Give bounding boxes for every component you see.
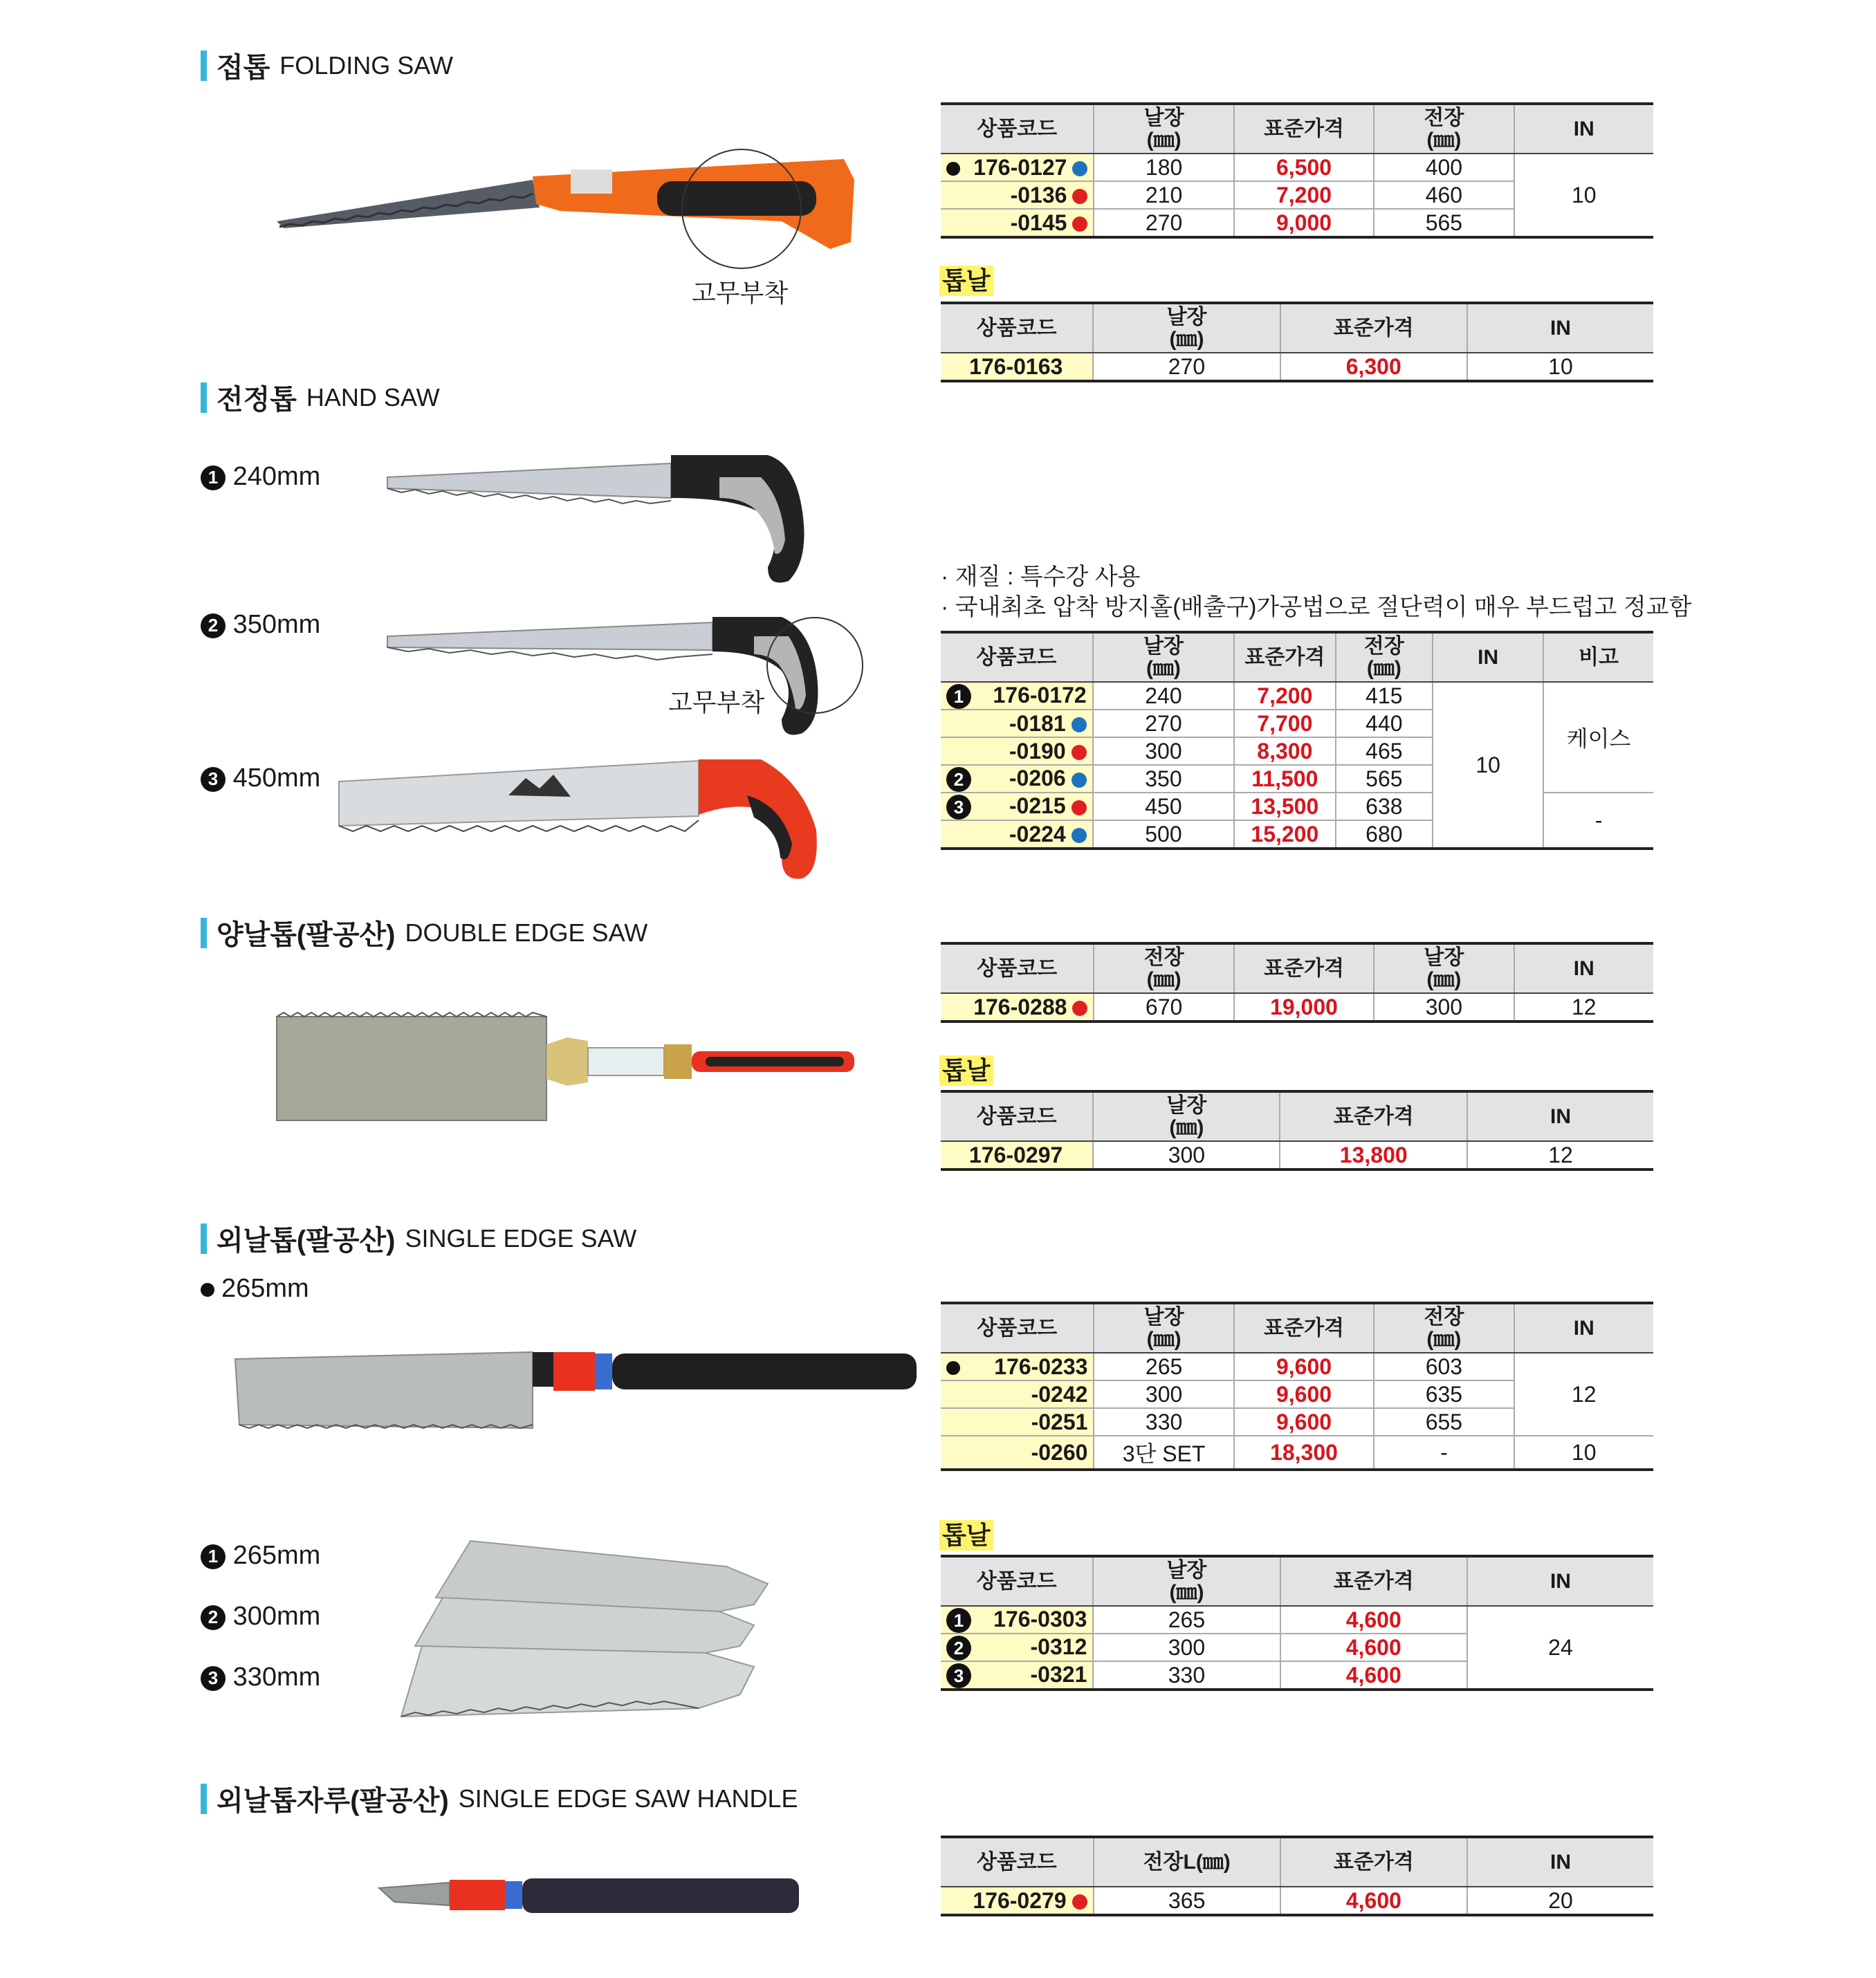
hand-callout: 고무부착 (668, 688, 765, 717)
table-row: -0224 500 15,200 680 (941, 820, 1653, 849)
col-price: 표준가격 (1234, 104, 1374, 154)
col-blade: 날장 (㎜) (1094, 104, 1233, 154)
table-row: 2 -0206 350 11,500 565 (941, 765, 1653, 793)
note-feature: · 국내최초 압착 방지홀(배출구)가공법으로 절단력이 매우 부드럽고 정교함 (941, 594, 1692, 620)
table-row: 176-0127 180 6,500 400 10 (941, 154, 1653, 181)
red-marker-icon (1072, 216, 1087, 232)
blue-marker-icon (1072, 773, 1087, 788)
size-label-2: 2 350mm (201, 610, 320, 640)
blade-size-label-3: 3 330mm (201, 1663, 320, 1692)
table-row: -0242 300 9,600 635 (941, 1380, 1653, 1408)
double-spec-table: 상품코드 전장 (㎜) 표준가격 날장 (㎜) IN 176-0288 670 19,000 300 12 (941, 942, 1653, 1023)
accent-bar (201, 1223, 207, 1254)
handle-heading (201, 1779, 798, 1818)
accent-bar (201, 918, 207, 948)
red-marker-icon (1072, 745, 1087, 760)
blade-size-label-1: 1 265mm (201, 1541, 320, 1571)
blade-subheading: 톱날 (939, 266, 993, 296)
hand-title-ko: 전정톱 (217, 385, 297, 415)
col-in: IN (1514, 104, 1653, 154)
col-code: 상품코드 (941, 104, 1094, 154)
single-size-label: 265mm (201, 1274, 309, 1304)
note-material: · 재질 : 특수강 사용 (941, 564, 1141, 590)
single-title-en: SINGLE EDGE SAW (405, 1223, 637, 1253)
hand-saw-450-image (332, 754, 885, 892)
single-blade-table: 상품코드 날장 (㎜) 표준가격 IN 1 176-0303 265 4,600 24 2 -0312 300 4,600 3 -0321 330 4,600 (941, 1555, 1653, 1691)
blade-size-label-2: 2 300mm (201, 1602, 320, 1632)
red-marker-icon (1072, 1001, 1087, 1016)
hand-notes (941, 562, 1691, 622)
hand-saw-240-image (380, 443, 865, 595)
folding-callout: 고무부착 (692, 279, 789, 307)
table-row: 176-0297 300 13,800 12 (941, 1141, 1653, 1170)
accent-bar (201, 1784, 207, 1814)
single-title-ko: 외날톱(팔공산) (217, 1226, 396, 1256)
table-row: -0181 270 7,700 440 (941, 710, 1653, 737)
blade-subheading: 톱날 (939, 1520, 993, 1551)
table-row: 176-0279 365 4,600 20 (941, 1887, 1653, 1915)
replacement-blades-image (394, 1535, 782, 1736)
accent-bar (201, 382, 207, 413)
folding-spec-table (941, 102, 1653, 239)
table-row: 2 -0312 300 4,600 (941, 1634, 1653, 1661)
table-row: -0260 3단 SET 18,300 - 10 (941, 1436, 1653, 1470)
blue-marker-icon (1072, 828, 1087, 843)
table-row: 176-0288 670 19,000 300 12 (941, 993, 1653, 1022)
hand-saw-heading (201, 378, 440, 417)
double-blade-table: 상품코드 날장 (㎜) 표준가격 IN 176-0297 300 13,800 12 (941, 1090, 1653, 1171)
grip-callout-circle (681, 149, 802, 269)
hand-spec-table: 상품코드 날장 (㎜) 표준가격 전장 (㎜) IN 비고 1 176-0172 240 7,200 415 10 케이스 -0181 270 7,700 440 -0190 300 8,300 465 2 -0206 350 11,500 565 3 -0215 450 13,500 638 - -0224 500 15,200 680 (941, 631, 1653, 850)
handle-spec-table: 상품코드 전장L(㎜) 표준가격 IN 176-0279 365 4,600 20 (941, 1836, 1653, 1916)
handle-title-en: SINGLE EDGE SAW HANDLE (458, 1784, 798, 1813)
bullet-icon (201, 1283, 214, 1297)
size-label-1: 1 240mm (201, 462, 320, 492)
double-saw-heading (201, 913, 647, 952)
folding-blade-table: 상품코드 날장 (㎜) 표준가격 IN 176-0163 270 6,300 10 (941, 302, 1653, 382)
red-marker-icon (1072, 189, 1087, 204)
table-row: 1 176-0303 265 4,600 24 (941, 1606, 1653, 1634)
handle-title-ko: 외날톱자루(팔공산) (217, 1786, 449, 1816)
table-row: -0190 300 8,300 465 (941, 737, 1653, 765)
blue-marker-icon (1072, 161, 1087, 176)
red-marker-icon (1072, 1894, 1087, 1910)
single-saw-heading (201, 1219, 636, 1258)
accent-bar (201, 50, 207, 81)
table-row: 3 -0215 450 13,500 638 - (941, 793, 1653, 820)
table-row: -0136 210 7,200 460 (941, 181, 1653, 209)
red-marker-icon (1072, 800, 1087, 815)
table-row: 3 -0321 330 4,600 (941, 1661, 1653, 1690)
single-saw-image (228, 1345, 920, 1442)
saw-handle-image (374, 1867, 802, 1923)
blue-marker-icon (1072, 717, 1087, 732)
single-spec-table: 상품코드 날장 (㎜) 표준가격 전장 (㎜) IN 176-0233 265 9,600 603 12 -0242 300 9,600 635 -0251 330 9,600 655 -0260 3단 SET 18,300 - 10 (941, 1302, 1653, 1471)
bullet-icon (946, 162, 960, 176)
double-saw-image (270, 1010, 865, 1141)
bullet-icon (946, 1361, 960, 1375)
col-total: 전장 (㎜) (1374, 104, 1514, 154)
double-title-en: DOUBLE EDGE SAW (405, 918, 648, 947)
hand-title-en: HAND SAW (306, 382, 440, 412)
table-row: 176-0163 270 6,300 10 (941, 353, 1653, 381)
table-row: 176-0233 265 9,600 603 12 (941, 1353, 1653, 1380)
blade-subheading: 톱날 (939, 1055, 993, 1086)
folding-saw-heading (201, 46, 453, 85)
table-row: 1 176-0172 240 7,200 415 10 케이스 (941, 682, 1653, 710)
table-row: -0145 270 9,000 565 (941, 209, 1653, 237)
grip-callout-circle (766, 617, 863, 714)
table-row: -0251 330 9,600 655 (941, 1408, 1653, 1436)
size-label-3: 3 450mm (201, 764, 320, 793)
folding-title-ko: 접톱 (217, 53, 270, 83)
double-title-ko: 양날톱(팔공산) (217, 920, 396, 950)
folding-title-en: FOLDING SAW (279, 50, 453, 80)
